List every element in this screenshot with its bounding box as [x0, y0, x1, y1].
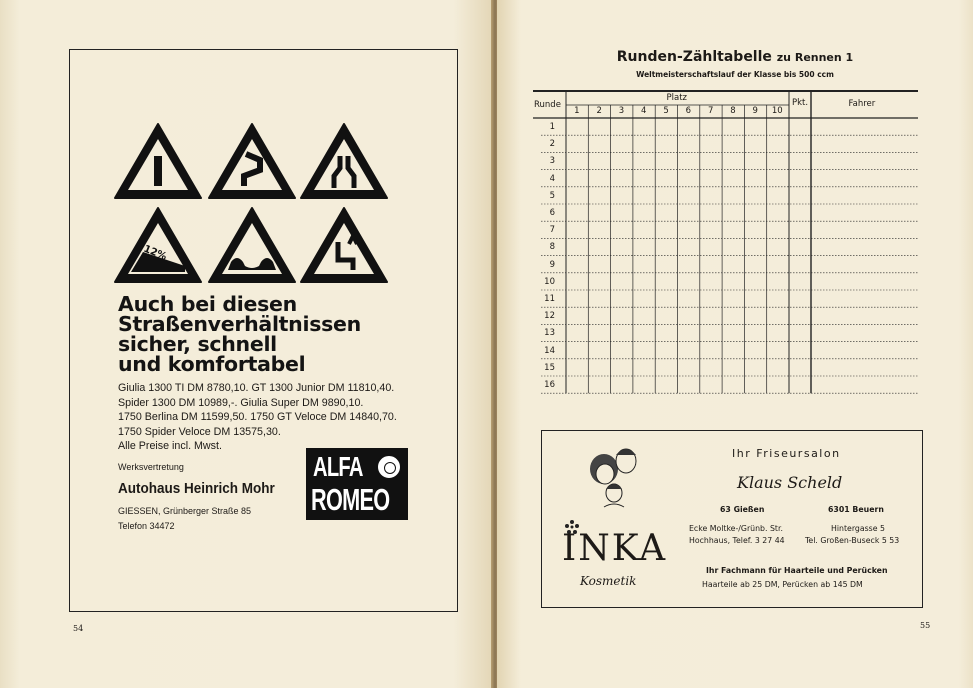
price-list: [118, 381, 397, 454]
prices-line: Haarteile ab 25 DM, Perücken ab 145 DM: [702, 580, 863, 589]
right-page: [497, 0, 973, 688]
road-signs: [113, 120, 393, 290]
round-number: 7: [549, 225, 555, 236]
place-number: 2: [596, 106, 602, 116]
table-grid: [533, 0, 933, 420]
header-points: Pkt.: [792, 98, 809, 108]
double-curve-sign-icon: [209, 124, 295, 198]
place-number: 10: [771, 106, 783, 116]
round-number: 6: [549, 208, 555, 218]
faces-illustration-icon: [584, 443, 646, 513]
curve-sign-icon: [301, 208, 387, 282]
dealer-phone: Telefon 34472: [118, 521, 175, 531]
page-number: 55: [920, 621, 931, 630]
round-number: 14: [544, 345, 555, 356]
specialty-line: Ihr Fachmann für Haarteile und Perücken: [706, 566, 888, 575]
city-beuern: 6301 Beuern: [828, 505, 884, 514]
slogan-line: Straßenverhältnissen: [118, 312, 361, 336]
header-driver: Fahrer: [848, 99, 876, 109]
place-number: 3: [618, 106, 625, 116]
page-number: 54: [73, 624, 84, 633]
header-place: Platz: [666, 93, 687, 103]
place-number: 4: [641, 106, 647, 116]
salon-heading: Ihr Friseursalon: [732, 447, 841, 460]
price-line: 1750 Berlina DM 11599,50. 1750 GT Veloce DM 14840,70.: [118, 411, 397, 424]
price-line: Giulia 1300 TI DM 8780,10. GT 1300 Junior DM 11810,40.: [118, 382, 395, 394]
slogan-line: sicher, schnell: [118, 332, 277, 356]
round-number: 4: [549, 173, 555, 184]
straight-road-sign-icon: [115, 124, 201, 198]
price-line: 1750 Spider Veloce DM 13575,30.: [118, 425, 281, 438]
logo-word-alfa: ALFA: [313, 451, 363, 482]
round-number: 3: [549, 156, 555, 167]
alfa-romeo-ad: [69, 49, 458, 612]
slogan-line: und komfortabel: [118, 352, 306, 376]
round-number: 11: [544, 294, 555, 304]
road-narrows-sign-icon: [301, 124, 387, 198]
round-number: 13: [544, 328, 555, 339]
round-number: 16: [544, 380, 555, 390]
title-suffix: zu Rennen 1: [776, 51, 854, 64]
place-number: 9: [752, 106, 758, 116]
inka-subtitle: Kosmetik: [580, 574, 637, 588]
round-number: 1: [549, 122, 555, 132]
alfa-badge-icon: [376, 454, 402, 480]
place-number: 5: [663, 106, 669, 116]
place-number: 6: [685, 106, 692, 116]
table-subtitle: Weltmeisterschaftslauf der Klasse bis 500 ccm: [636, 70, 834, 79]
address-giessen-2: Hochhaus, Telef. 3 27 44: [689, 536, 785, 545]
round-number: 8: [549, 242, 555, 253]
logo-word-romeo: ROMEO: [311, 482, 390, 517]
round-number: 9: [549, 259, 555, 270]
ad-slogan: [118, 294, 361, 374]
uneven-road-sign-icon: [209, 208, 295, 282]
header-round: Runde: [534, 100, 561, 110]
inka-brand: INKA: [562, 528, 668, 569]
address-giessen-1: Ecke Moltke-/Grünb. Str.: [689, 524, 783, 533]
slogan-line: Auch bei diesen: [118, 292, 297, 316]
round-number: 2: [549, 139, 555, 150]
steep-descent-sign-icon: [115, 208, 201, 282]
round-number: 10: [544, 276, 555, 287]
price-line: Spider 1300 DM 10989,-. Giulia Super DM 9890,10.: [118, 396, 364, 409]
alfa-romeo-logo: [306, 448, 408, 520]
place-number: 1: [574, 106, 580, 116]
address-beuern-2: Tel. Großen-Buseck 5 53: [805, 536, 900, 545]
round-number: 15: [544, 362, 555, 373]
grade-label: 12%: [141, 243, 169, 263]
round-number: 5: [549, 190, 555, 201]
friseur-ad: [541, 430, 923, 608]
price-line: Alle Preise incl. Mwst.: [118, 440, 222, 453]
dealer-name: Autohaus Heinrich Mohr: [118, 480, 275, 497]
dealer-address: GIESSEN, Grünberger Straße 85: [118, 506, 252, 516]
round-number: 12: [544, 311, 555, 322]
salon-owner: Klaus Scheld: [737, 473, 843, 492]
place-number: 8: [730, 106, 736, 116]
title-main: Runden-Zähltabelle: [616, 49, 772, 65]
place-number: 7: [707, 106, 714, 116]
city-giessen: 63 Gießen: [720, 505, 765, 514]
address-beuern-1: Hintergasse 5: [831, 524, 885, 533]
dealer-label: Werksvertretung: [118, 462, 184, 472]
